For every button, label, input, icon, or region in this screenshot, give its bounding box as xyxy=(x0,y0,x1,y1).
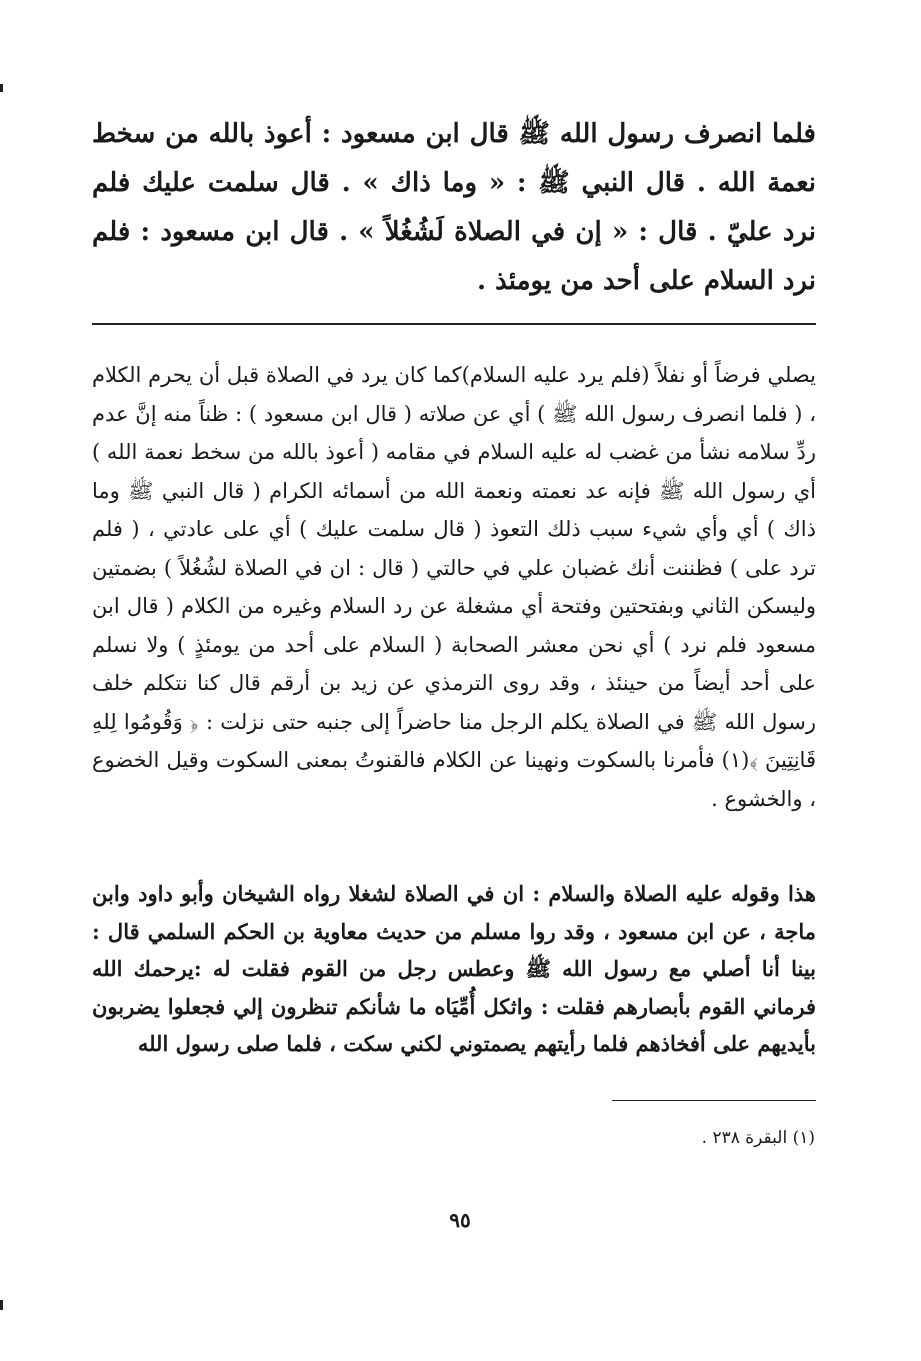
commentary-text: يصلي فرضاً أو نفلاً (فلم يرد عليه السلام)كما كان يرد في الصلاة قبل أن يحرم الكلام ، ( فلما انصرف رسول الله ﷺ ) أي عن صلاته ( قال ابن مسعود ) : ظناً منه إنَّ عدم ردِّ سلامه نشأ من غضب له عليه السلام في مقامه ( أعوذ بالله من سخط نعمة الله ) أي رسول الله ﷺ فإنه عد نعمته ونعمة الله من أسمائه الكرام ( قال النبي ﷺ وما ذاك ) أي وأي شيء سبب ذلك التعوذ ( قال سلمت عليك ) أي على عادتي ، ( فلم ترد على ) فظننت أنك غضبان علي في حالتي ( قال : ان في الصلاة لشُغُلاً ) بضمتين وليسكن الثاني وبفتحتين وفتحة أي مشغلة عن رد السلام وغيره من الكلام ( قال ابن مسعود فلم نرد ) أي نحن معشر الصحابة ( السلام على أحد من يومئذٍ ) ولا نسلم على أحد أيضاً من حينئذ ، وقد روى الترمذي عن زيد بن أرقم قال كنا نتكلم خلف رسول الله ﷺ في الصلاة يكلم الرجل منا حاضراً إلى جنبه حتى نزلت : ﴿ وَقُومُوا لِلهِ قَانِتِينَ ﴾(١) فأمرنا بالسكوت ونهينا عن الكلام فالقنوتُ بمعنى السكوت وقيل الخضوع ، والخشوع . xyxy=(92,363,816,811)
footnote: (١) البقرة ٢٣٨ . xyxy=(701,1128,815,1148)
paragraph-2: هذا وقوله عليه الصلاة والسلام : ان في الصلاة لشغلا رواه الشيخان وأبو داود وابن ماجة ، عن ابن مسعود ، وقد روا مسلم من حديث معاوية بن الحكم السلمي قال : بينا أنا أصلي مع رسول الله ﷺ وعطس رجل من القوم فقلت له :يرحمك الله فرماني القوم بأبصارهم فقلت : واثكل أُمِّيَاه ما شأنكم تنظرون إلي فجعلوا يضربون بأيديهم على أفخاذهم فلما رأيتهم يصمتوني لكني سكت ، فلما صلى رسول الله xyxy=(92,881,816,1056)
divider-line xyxy=(92,323,816,325)
hadith-text: فلما انصرف رسول الله ﷺ قال ابن مسعود : أعوذ بالله من سخط نعمة الله . قال النبي ﷺ : « وما ذاك » . قال سلمت عليك فلم نرد عليّ . قال : « إن في الصلاة لَشُغُلاً » . قال ابن مسعود : فلم نرد السلام على أحد من يومئذ . xyxy=(92,119,816,296)
scan-margin-mark xyxy=(0,1300,3,1310)
scan-margin-mark xyxy=(0,84,3,92)
footnote-divider xyxy=(612,1100,816,1101)
page-number: ٩٥ xyxy=(449,1208,471,1232)
